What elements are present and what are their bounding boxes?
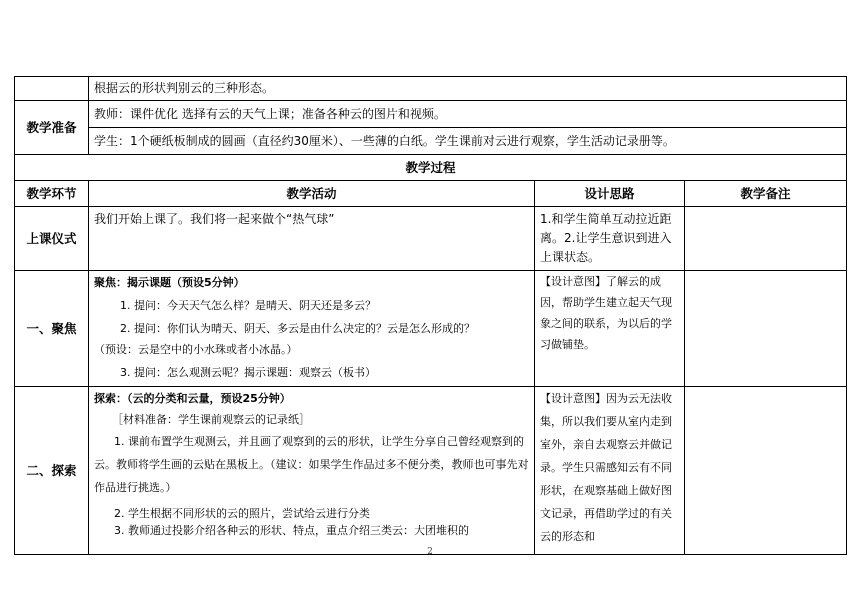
stage3-para-1: 1. 课前布置学生观测云，并且画了观察到的云的形状，让学生分享自己曾经观察到的云。教师将学生画的云贴在黑板上。（建议：如果学生作品过多不便分类，教师也可事先对作品进行挑选。） bbox=[94, 435, 529, 494]
prep-student-row bbox=[15, 128, 847, 155]
stage2-label: 一、聚焦 bbox=[15, 271, 89, 387]
stage3-notes bbox=[685, 387, 847, 555]
header-notes: 教学备注 bbox=[685, 181, 847, 207]
stage1-design: 1.和学生简单互动拉近距离。2.让学生意识到进入上课状态。 bbox=[535, 207, 685, 271]
stage1-notes bbox=[685, 207, 847, 271]
stage2-title: 聚焦：揭示课题（预设5分钟） bbox=[94, 276, 245, 289]
prep-student: 学生：1个硬纸板制成的圆画（直径约30厘米）、一些薄的白纸。学生课前对云进行观察，学生活动记录册等。 bbox=[89, 128, 847, 155]
stage1-row bbox=[15, 207, 847, 271]
stage2-line-1: 1. 提问：今天天气怎么样？是晴天、阴天还是多云？ bbox=[120, 299, 376, 312]
stage2-line-4: 3. 提问：怎么观测云呢？揭示课题：观察云（板书） bbox=[120, 366, 376, 379]
lesson-plan-table bbox=[14, 76, 847, 555]
goal-label-cell bbox=[15, 77, 89, 101]
stage2-row bbox=[15, 271, 847, 387]
stage3-para-2: 2. 学生根据不同形状的云的照片，尝试给云进行分类 bbox=[114, 507, 370, 520]
stage3-row bbox=[15, 387, 847, 555]
stage2-notes bbox=[685, 271, 847, 387]
process-title-row bbox=[15, 155, 847, 181]
header-activity: 教学活动 bbox=[89, 181, 535, 207]
prep-teacher-row bbox=[15, 101, 847, 128]
goal-row bbox=[15, 77, 847, 101]
header-row bbox=[15, 181, 847, 207]
stage3-label: 二、探索 bbox=[15, 387, 89, 555]
header-stage: 教学环节 bbox=[15, 181, 89, 207]
stage3-para-3: 3. 教师通过投影介绍各种云的形状、特点，重点介绍三类云：大团堆积的 bbox=[114, 524, 469, 537]
stage1-activity: 我们开始上课了。我们将一起来做个“热气球” bbox=[89, 207, 535, 271]
stage2-design: 【设计意图】了解云的成因，帮助学生建立起天气现象之间的联系，为以后的学习做铺垫。 bbox=[535, 271, 685, 387]
stage3-design: 【设计意图】因为云无法收集，所以我们要从室内走到室外，亲自去观察云并做记录。学生只需感知云有不同形状，在观察基础上做好图文记录，再借助学过的有关云的形态和 bbox=[535, 387, 685, 555]
stage2-activity bbox=[89, 271, 535, 387]
page-number: 2 bbox=[427, 547, 433, 557]
lesson-plan-page bbox=[14, 76, 846, 555]
stage2-line-3: （预设：云是空中的小水珠或者小冰晶。） bbox=[94, 343, 298, 356]
header-design: 设计思路 bbox=[535, 181, 685, 207]
goal-text: 根据云的形状判别云的三种形态。 bbox=[89, 77, 847, 101]
stage3-material: ［材料准备：学生课前观察云的记录纸］ bbox=[112, 413, 310, 426]
stage3-title: 探索：（云的分类和云量，预设25分钟） bbox=[94, 392, 291, 405]
prep-label: 教学准备 bbox=[15, 101, 89, 155]
stage2-line-2: 2. 提问：你们认为晴天、阴天、多云是由什么决定的？云是怎么形成的？ bbox=[120, 322, 475, 335]
prep-teacher: 教师：课件优化 选择有云的天气上课；准备各种云的图片和视频。 bbox=[89, 101, 847, 128]
stage3-activity bbox=[89, 387, 535, 555]
process-title: 教学过程 bbox=[15, 155, 847, 181]
stage1-label: 上课仪式 bbox=[15, 207, 89, 271]
